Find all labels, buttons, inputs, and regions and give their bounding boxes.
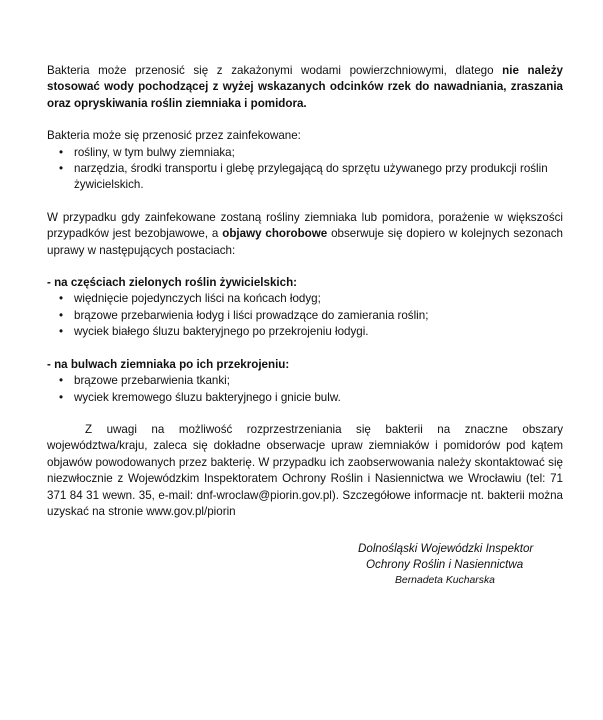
water-warning-text: Bakteria może przenosić się z zakażonymi wodami powierzchniowymi, dlatego [47,64,503,77]
document-body [47,63,563,520]
section-heading-tubers: - na bulwach ziemniaka po ich przekrojeniu: [47,357,290,371]
symptoms-intro-pre: W przypadku gdy zainfekowane zostaną rośliny ziemniaka lub pomidora, porażenie w większości przypadków jest bezobjawowe, a [47,210,563,241]
spread-list [47,145,563,194]
list-item: • brązowe przebarwienia łodyg i liści prowadzące do zamierania roślin; [47,308,563,324]
paragraph-spread-intro: Bakteria może się przenosić przez zainfekowane: [47,129,301,143]
symptoms-intro-bold: objawy chorobowe [222,227,328,241]
green-parts-list [47,291,563,340]
paragraph-symptoms-intro [47,210,563,259]
signature-institution: Ochrony Roślin i Nasiennictwa [366,557,524,571]
list-item: • wyciek kremowego śluzu bakteryjnego i gnicie bulw. [47,390,563,406]
symptoms-intro-post: obserwuje się dopiero w kolejnych sezonach uprawy w następujących postaciach: [47,227,563,257]
paragraph-water-warning [47,63,563,112]
list-item: • wyciek białego śluzu bakteryjnego po przekrojeniu łodygi. [47,324,563,340]
signature-name: Bernadeta Kucharska [395,574,495,586]
section-heading-green-parts: - na częściach zielonych roślin żywicielskich: [47,276,298,290]
paragraph-recommendation: Z uwagi na możliwość rozprzestrzeniania się bakterii na znaczne obszary województwa/kraju, zaleca się dokładne obserwacje upraw ziemniaków i pomidorów pod kątem objawów powodowanych przez bakterię. W przypadku ich zaobserwowania należy skontaktować się niezwłocznie z Wojewódzkim Inspektoratem Ochrony Roślin i Nasiennictwa we Wrocławiu (tel: 71 371 84 31 wewn. 35, e-mail: dnf-wroclaw@piorin.gov.pl). Szczegółowe informacje nt. bakterii można uzyskać na stronie www.gov.pl/piorin [47,422,563,518]
signature-title: Dolnośląski Wojewódzki Inspektor [358,542,534,555]
signature-block [300,541,600,588]
list-item: • rośliny, w tym bulwy ziemniaka; [47,145,563,161]
list-item: • narzędzia, środki transportu i glebę przylegającą do sprzętu używanego przy produkcji roślin żywicielskich. [47,161,563,194]
water-warning-bold: nie należy stosować wody pochodzącej z wyżej wskazanych odcinków rzek do nawadniania, zraszania oraz opryskiwania roślin ziemniaka i pomidora. [47,64,563,110]
list-item: • więdnięcie pojedynczych liści na końcach łodyg; [47,291,563,307]
tubers-list [47,373,563,406]
list-item: • brązowe przebarwienia tkanki; [47,373,563,389]
